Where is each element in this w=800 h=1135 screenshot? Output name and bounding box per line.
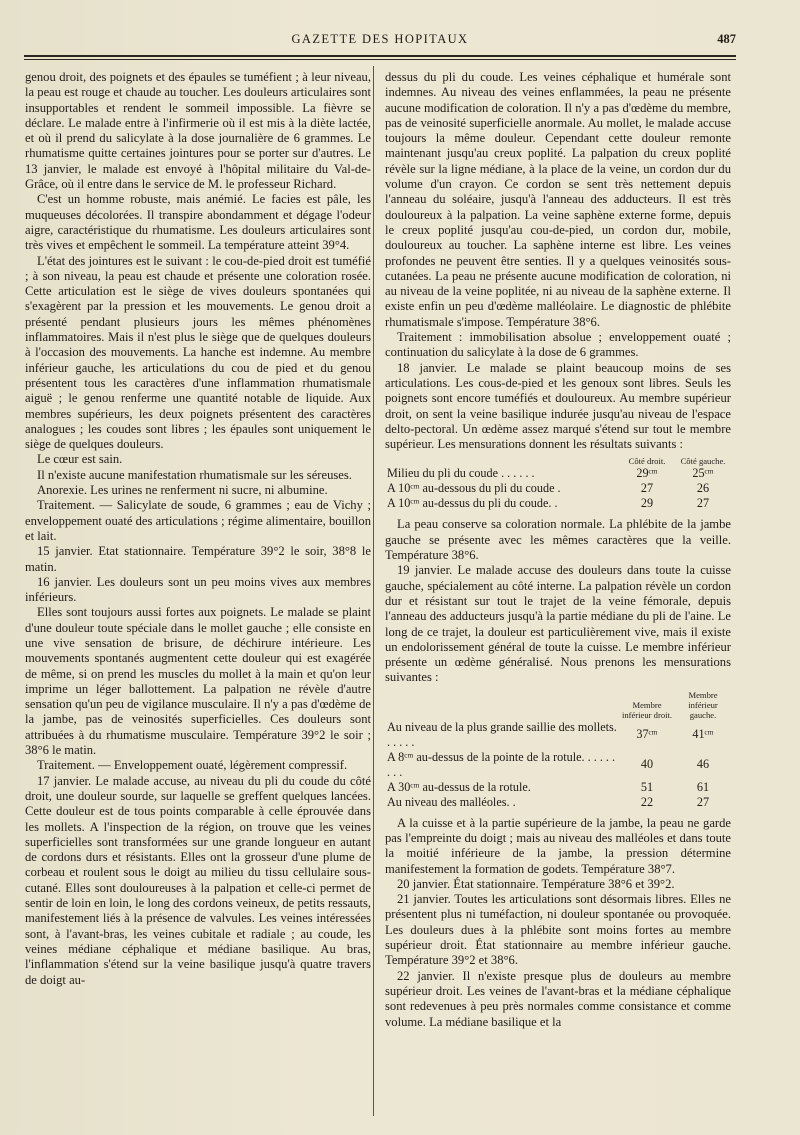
paragraph: La peau conserve sa coloration normale. La phlébite de la jambe gauche se présente avec les mêmes caractères que la veille. Température 38°6. — [385, 517, 731, 563]
page-header — [24, 30, 736, 52]
value-left: 41ᶜᵐ — [692, 727, 714, 742]
row-label: A 8ᶜᵐ au-dessus de la pointe de la rotule. . . . . . . . . — [387, 749, 616, 779]
page-number: 487 — [717, 32, 736, 46]
paragraph: 20 janvier. État stationnaire. Température 38°6 et 39°2. — [397, 876, 675, 891]
paragraph: 21 janvier. Toutes les articulations sont désormais libres. Elles ne présentent plus ni tuméfaction, ni douleur spontanée ou provoquée. Les douleurs dues à la phlébite sont moins fortes au membre supérieur droit. État stationnaire au membre inférieur gauche. Température 39°2 et 38°6. — [385, 892, 731, 968]
value-right: 27 — [640, 481, 654, 496]
table-header: Côté gauche. — [680, 456, 726, 467]
row-label: Au niveau des malléoles. . — [387, 794, 516, 809]
value-right: 51 — [640, 779, 654, 794]
paragraph: Elles sont toujours aussi fortes aux poignets. Le malade se plaint d'une douleur toute spéciale dans le mollet gauche ; elle consiste en une vive sensation de brisure, de déchirure intérieure. Les mouvements spontanés augmentent cette douleur qui est exagérée de même, si on prend les muscles du mollet à la main et qu'on leur imprime un léger ballottement. La palpation ne révèle d'autre sensation qu'un peu de vigilance musculaire. Il n'y a pas d'œdème de la jambe, pas de veinosités superficielles. Ces douleurs sont attribuées à du rhumatisme musculaire. Température 39°2 le soir ; 38°6 le matin. — [25, 605, 371, 758]
table-row — [385, 481, 731, 496]
paragraph: A la cuisse et à la partie supérieure de la jambe, la peau ne garde pas l'empreinte du doigt ; mais au niveau des malléoles et dans toute la moitié inférieure de la jambe, la pression détermine manifestement la formation de godets. Température 38°7. — [385, 815, 731, 876]
paragraph: 16 janvier. Les douleurs sont un peu moins vives aux membres inférieurs. — [25, 574, 371, 605]
table-row — [385, 466, 731, 481]
row-label: A 30ᶜᵐ au-dessus de la rotule. — [387, 779, 531, 794]
row-label: A 10ᶜᵐ au-dessus du pli du coude. . — [387, 496, 558, 511]
paragraph: Traitement : immobilisation absolue ; enveloppement ouaté ; continuation du salicylate à la dose de 6 grammes. — [385, 330, 731, 360]
right-column — [385, 70, 731, 1120]
paragraph: 17 janvier. Le malade accuse, au niveau du pli du coude du côté droit, une douleur sourde, sur laquelle se greffent quelques lancées. Cette douleur est de tous points comparable à celle éprouvée dans les mollets. A l'inspection de la région, on trouve que les veines superficielles sont transformées sur une grande longueur en autant de cordons durs et résistants. Elles ont la grosseur d'une plume de corbeau et roulent sous le doigt au milieu du tissu cellulaire sous-cutané. Elles sont douloureuses à la palpation et celle-ci permet de sentir de loin en loin, le long des cordons veineux, de petits ressauts, manifestement liés à la présence de valvules. Les veines intéressées sont, à l'avant-bras, les veines cubitale et radiale ; au coude, les veines médiane céphalique et médiane basilique. Au bras, l'inflammation s'étend sur la veine basilique jusqu'à quatre travers de doigt au- — [25, 773, 371, 987]
paragraph: Anorexie. Les urines ne renferment ni sucre, ni albumine. — [37, 483, 328, 498]
table-header: Membre inférieur gauche. — [688, 689, 718, 720]
row-label: Au niveau de la plus grande saillie des mollets. . . . . . — [387, 719, 617, 749]
row-label: Milieu du pli du coude . . . . . . — [387, 466, 535, 481]
value-right: 29 — [640, 496, 654, 511]
header-rule-thick — [24, 55, 736, 57]
paragraph: 18 janvier. Le malade se plaint beaucoup moins de ses articulations. Les cous-de-pied et les genoux sont libres. Seuls les poignets sont encore tuméfiés et douloureux. Au membre supérieur droit, on sent la veine basilique indurée jusqu'au niveau de l'espace delto-pectoral. Un œdème assez marqué s'étend sur tout le membre supérieur. Les mensurations donnent les résultats suivants : — [385, 360, 731, 452]
measurement-table-leg — [385, 690, 731, 810]
journal-title: GAZETTE DES HOPITAUX — [291, 32, 469, 46]
paragraph: L'état des jointures est le suivant : le cou-de-pied droit est tuméfié ; à son niveau, la peau est chaude et présente une coloration rosée. Cette articulation est le siège de vives douleurs spontanées qui s'exagèrent par la pression et les mouvements. Le genou droit a présenté pendant plusieurs jours les mêmes phénomènes inflammatoires. Mais il n'est plus le siège que de quelques douleurs à l'occasion des mouvements. La hanche est indemne. Au membre inférieur gauche, les articulations du cou de pied et du genou présentent tous les caractères d'une inflammation rhumatismale aiguë ; le genou renferme une quantité notable de liquide. Aux membres supérieurs, les deux poignets présentent des caractères analogues ; les coudes sont libres ; les épaules sont uniquement le siège de quelques douleurs. — [25, 253, 371, 452]
value-left: 25ᶜᵐ — [692, 466, 714, 481]
value-right: 22 — [640, 794, 654, 809]
value-right: 29ᶜᵐ — [636, 466, 658, 481]
paragraph: Traitement. — Salicylate de soude, 6 grammes ; eau de Vichy ; enveloppement ouaté des articulations ; régime alimentaire, bouillon et lait. — [25, 498, 371, 543]
table-row — [385, 750, 731, 780]
paragraph: Il n'existe aucune manifestation rhumatismale sur les séreuses. — [37, 467, 352, 482]
paragraph: 19 janvier. Le malade accuse des douleurs dans toute la cuisse gauche, spécialement au côté interne. La palpation révèle un cordon dur et résistant sur tout le trajet de la veine fémorale, depuis l'anneau des adducteurs jusqu'à la partie médiane du pli de l'aine. Le long de ce trajet, la douleur est particulièrement vive, mais il existe un endolorissement général de toute la cuisse. Le membre inférieur présente un œdème généralisé. Nous prenons les mensurations suivantes : — [385, 563, 731, 685]
table-row — [385, 780, 731, 795]
paragraph: 22 janvier. Il n'existe presque plus de douleurs au membre supérieur droit. Les veines de l'avant-bras et la médiane céphalique sont redevenues à peu près normales comme consistance et comme volume. La médiane basilique et la — [385, 968, 731, 1029]
paragraph: Le cœur est sain. — [37, 452, 123, 467]
table-header: Membre inférieur droit. — [621, 699, 673, 720]
left-column — [25, 70, 371, 1120]
measurement-table-arm — [385, 456, 731, 511]
table-header: Côté droit. — [628, 456, 666, 467]
value-left: 61 — [696, 779, 710, 794]
table-row — [385, 496, 731, 511]
value-left: 27 — [696, 496, 710, 511]
paragraph: C'est un homme robuste, mais anémié. Le facies est pâle, les muqueuses décolorées. Il transpire abondamment et dégage l'odeur aigre, caractéristique du rhumatisme. Les douleurs articulaires sont très vives et empêchent le sommeil. La température atteint 39°4. — [25, 192, 371, 253]
paragraph: 15 janvier. Etat stationnaire. Température 39°2 le soir, 38°8 le matin. — [25, 544, 371, 574]
paragraph: genou droit, des poignets et des épaules se tuméfient ; à leur niveau, la peau est rouge et chaude au toucher. Les douleurs articulaires sont insupportables et rendent le sommeil impossible. La fièvre se déclare. Le malade entre à l'infirmerie où il est mis à la diète lactée, et où il prend du salicylate à la dose journalière de 6 grammes. Le rhumatisme quitte certaines jointures pour se porter sur d'autres. Le 13 janvier, le malade est envoyé à l'hôpital militaire du Val-de-Grâce, où il entre dans le service de M. le professeur Richard. — [25, 70, 371, 192]
row-label: A 10ᶜᵐ au-dessous du pli du coude . — [387, 481, 561, 496]
table-row — [385, 795, 731, 810]
value-left: 26 — [696, 481, 710, 496]
value-right: 37ᶜᵐ — [636, 727, 658, 742]
header-rule-thin — [24, 59, 736, 60]
paragraph: Traitement. — Enveloppement ouaté, légèrement compressif. — [37, 758, 348, 773]
paragraph: dessus du pli du coude. Les veines céphalique et humérale sont indemnes. Au niveau des veines enflammées, la peau ne présente aucune modification de coloration. Il n'y a pas d'œdème du membre, pas de veinosité superficielle anormale. Au mollet, le malade accuse toujours la même douleur. Cependant cette douleur remonte maintenant jusqu'au creux poplité. La palpation du creux poplité révèle sur la ligne médiane, à la place de la veine, un cordon dur du volume d'un crayon. Ce cordon se sent très nettement depuis l'anneau du soléaire, jusqu'à l'anneau des adducteurs. Il est très douloureux à la palpation. La veine saphène externe forme, depuis le creux poplité jusqu'au cou-de-pied, un cordon dur, mobile, douloureux au toucher. La saphène interne est libre. Les veines profondes ne peuvent être senties. Il y a quelques veinosités sous-cutanées. La peau ne présente aucune modification de coloration, ni au niveau de la veine poplitée, ni au niveau de la saphène externe. Il existe enfin un peu d'œdème malléolaire. Le diagnostic de phlébite rhumatismale s'impose. Température 38°6. — [385, 70, 731, 329]
value-left: 46 — [696, 757, 710, 772]
column-divider — [373, 66, 374, 1116]
value-right: 40 — [640, 757, 654, 772]
table-row — [385, 720, 731, 750]
value-left: 27 — [696, 794, 710, 809]
